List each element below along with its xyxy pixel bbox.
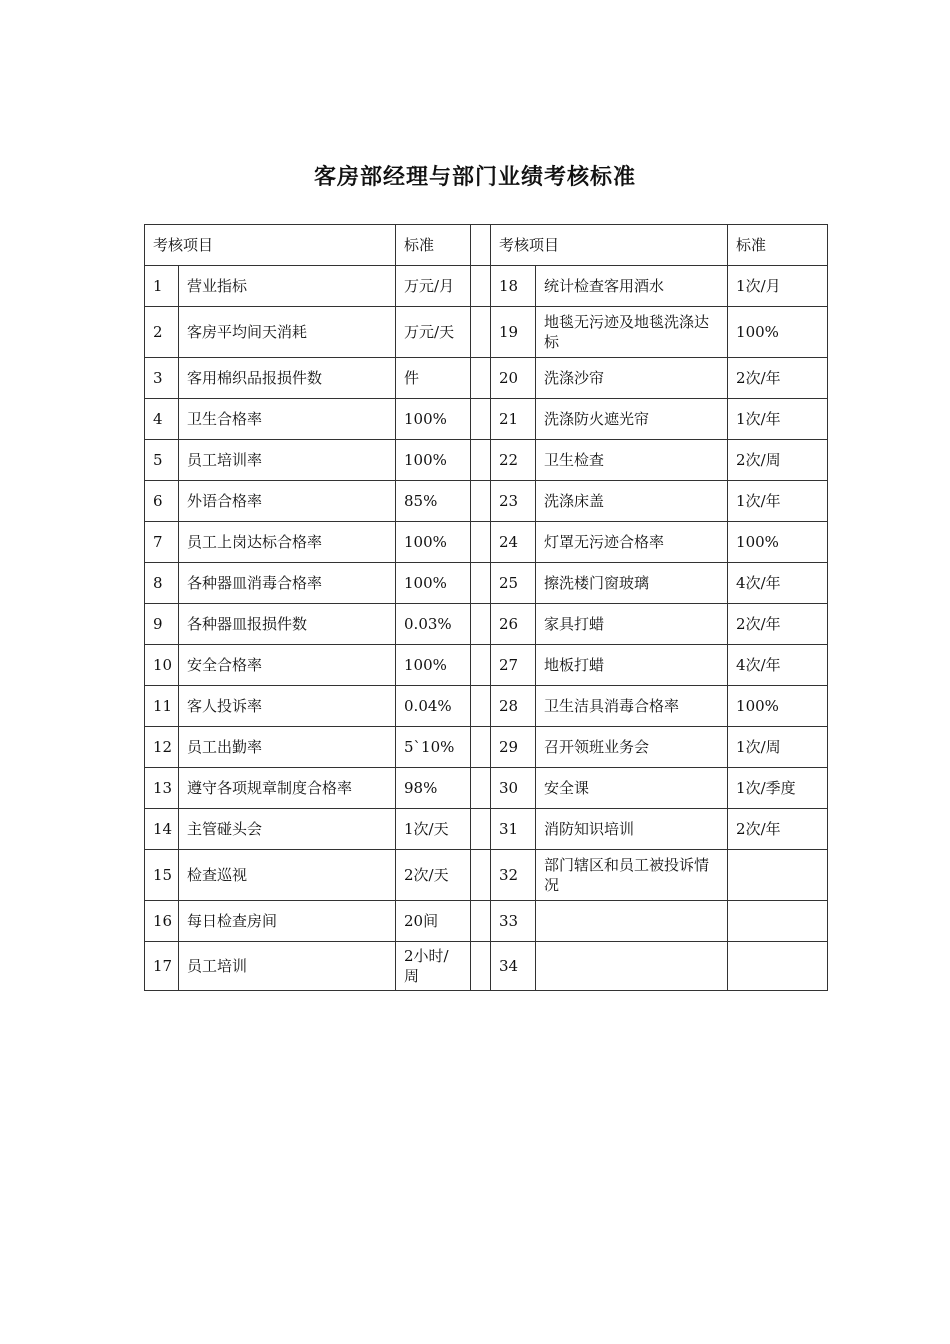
row-number-left: 9 xyxy=(145,604,179,645)
column-gap xyxy=(471,901,491,942)
item-right: 安全课 xyxy=(536,768,728,809)
column-gap xyxy=(471,266,491,307)
table-row xyxy=(145,604,828,645)
standard-left: 2小时/周 xyxy=(396,942,471,991)
row-number-left: 8 xyxy=(145,563,179,604)
row-number-left: 16 xyxy=(145,901,179,942)
item-left: 每日检查房间 xyxy=(179,901,396,942)
header-left-item: 考核项目 xyxy=(145,225,396,266)
header-row xyxy=(145,225,828,266)
column-gap xyxy=(471,686,491,727)
row-number-left: 1 xyxy=(145,266,179,307)
table-row xyxy=(145,901,828,942)
item-right: 灯罩无污迹合格率 xyxy=(536,522,728,563)
column-gap xyxy=(471,604,491,645)
row-number-left: 12 xyxy=(145,727,179,768)
row-number-right: 23 xyxy=(491,481,536,522)
row-number-right: 22 xyxy=(491,440,536,481)
column-gap xyxy=(471,563,491,604)
column-gap xyxy=(471,522,491,563)
table-row xyxy=(145,399,828,440)
item-right: 洗涤沙帘 xyxy=(536,358,728,399)
row-number-right: 18 xyxy=(491,266,536,307)
standard-right xyxy=(728,850,828,901)
row-number-right: 28 xyxy=(491,686,536,727)
item-right: 洗涤防火遮光帘 xyxy=(536,399,728,440)
standard-left: 100% xyxy=(396,399,471,440)
item-left: 员工上岗达标合格率 xyxy=(179,522,396,563)
item-right: 地毯无污迹及地毯洗涤达标 xyxy=(536,307,728,358)
standard-right: 1次/周 xyxy=(728,727,828,768)
standard-right: 4次/年 xyxy=(728,563,828,604)
row-number-left: 11 xyxy=(145,686,179,727)
row-number-left: 5 xyxy=(145,440,179,481)
row-number-right: 26 xyxy=(491,604,536,645)
table-row xyxy=(145,942,828,991)
item-right: 洗涤床盖 xyxy=(536,481,728,522)
column-gap xyxy=(471,358,491,399)
item-right: 部门辖区和员工被投诉情况 xyxy=(536,850,728,901)
item-left: 外语合格率 xyxy=(179,481,396,522)
standard-right: 2次/周 xyxy=(728,440,828,481)
table-row xyxy=(145,768,828,809)
table-row xyxy=(145,358,828,399)
item-right: 统计检查客用酒水 xyxy=(536,266,728,307)
table-row xyxy=(145,307,828,358)
row-number-left: 10 xyxy=(145,645,179,686)
item-right xyxy=(536,901,728,942)
row-number-right: 34 xyxy=(491,942,536,991)
column-gap xyxy=(471,440,491,481)
item-right: 擦洗楼门窗玻璃 xyxy=(536,563,728,604)
row-number-left: 3 xyxy=(145,358,179,399)
standard-right: 100% xyxy=(728,522,828,563)
standard-right: 1次/月 xyxy=(728,266,828,307)
row-number-right: 24 xyxy=(491,522,536,563)
standard-left: 万元/月 xyxy=(396,266,471,307)
standard-right: 2次/年 xyxy=(728,358,828,399)
item-left: 员工出勤率 xyxy=(179,727,396,768)
item-right: 消防知识培训 xyxy=(536,809,728,850)
row-number-right: 31 xyxy=(491,809,536,850)
table-row xyxy=(145,440,828,481)
standard-left: 0.04% xyxy=(396,686,471,727)
item-right: 召开领班业务会 xyxy=(536,727,728,768)
standard-left: 98% xyxy=(396,768,471,809)
column-gap xyxy=(471,768,491,809)
row-number-right: 21 xyxy=(491,399,536,440)
row-number-right: 25 xyxy=(491,563,536,604)
item-left: 营业指标 xyxy=(179,266,396,307)
column-gap xyxy=(471,399,491,440)
header-right-standard: 标准 xyxy=(728,225,828,266)
row-number-left: 14 xyxy=(145,809,179,850)
item-right: 地板打蜡 xyxy=(536,645,728,686)
column-gap xyxy=(471,645,491,686)
standard-right xyxy=(728,901,828,942)
item-right: 卫生检查 xyxy=(536,440,728,481)
standard-left: 85% xyxy=(396,481,471,522)
item-left: 检查巡视 xyxy=(179,850,396,901)
standard-left: 100% xyxy=(396,645,471,686)
standard-right: 2次/年 xyxy=(728,809,828,850)
column-gap xyxy=(471,481,491,522)
table-row xyxy=(145,645,828,686)
item-left: 主管碰头会 xyxy=(179,809,396,850)
table-row xyxy=(145,686,828,727)
column-gap xyxy=(471,225,491,266)
item-right: 家具打蜡 xyxy=(536,604,728,645)
column-gap xyxy=(471,942,491,991)
row-number-right: 27 xyxy=(491,645,536,686)
item-left: 员工培训 xyxy=(179,942,396,991)
page-title: 客房部经理与部门业绩考核标准 xyxy=(313,165,636,190)
standard-right: 1次/年 xyxy=(728,481,828,522)
table-row xyxy=(145,266,828,307)
standard-left: 100% xyxy=(396,563,471,604)
standard-right: 2次/年 xyxy=(728,604,828,645)
standard-left: 100% xyxy=(396,522,471,563)
column-gap xyxy=(471,809,491,850)
assessment-table xyxy=(144,224,828,991)
row-number-left: 2 xyxy=(145,307,179,358)
item-left: 安全合格率 xyxy=(179,645,396,686)
row-number-left: 7 xyxy=(145,522,179,563)
row-number-left: 17 xyxy=(145,942,179,991)
column-gap xyxy=(471,727,491,768)
header-left-standard: 标准 xyxy=(396,225,471,266)
header-right-item: 考核项目 xyxy=(491,225,728,266)
item-left: 卫生合格率 xyxy=(179,399,396,440)
row-number-left: 4 xyxy=(145,399,179,440)
standard-right: 4次/年 xyxy=(728,645,828,686)
row-number-right: 33 xyxy=(491,901,536,942)
item-left: 员工培训率 xyxy=(179,440,396,481)
table-row xyxy=(145,563,828,604)
column-gap xyxy=(471,307,491,358)
standard-left: 5`10% xyxy=(396,727,471,768)
row-number-right: 20 xyxy=(491,358,536,399)
item-left: 客人投诉率 xyxy=(179,686,396,727)
column-gap xyxy=(471,850,491,901)
table-row xyxy=(145,809,828,850)
standard-left: 0.03% xyxy=(396,604,471,645)
standard-left: 1次/天 xyxy=(396,809,471,850)
item-left: 遵守各项规章制度合格率 xyxy=(179,768,396,809)
item-left: 客用棉织品报损件数 xyxy=(179,358,396,399)
item-left: 各种器皿报损件数 xyxy=(179,604,396,645)
row-number-right: 30 xyxy=(491,768,536,809)
standard-left: 件 xyxy=(396,358,471,399)
item-left: 客房平均间天消耗 xyxy=(179,307,396,358)
row-number-right: 19 xyxy=(491,307,536,358)
row-number-right: 32 xyxy=(491,850,536,901)
item-left: 各种器皿消毒合格率 xyxy=(179,563,396,604)
standard-left: 100% xyxy=(396,440,471,481)
row-number-left: 13 xyxy=(145,768,179,809)
item-right xyxy=(536,942,728,991)
standard-right: 100% xyxy=(728,686,828,727)
standard-right: 1次/季度 xyxy=(728,768,828,809)
table-row xyxy=(145,522,828,563)
row-number-left: 15 xyxy=(145,850,179,901)
item-right: 卫生洁具消毒合格率 xyxy=(536,686,728,727)
table-row xyxy=(145,727,828,768)
standard-right xyxy=(728,942,828,991)
table-row xyxy=(145,481,828,522)
standard-left: 万元/天 xyxy=(396,307,471,358)
standard-right: 100% xyxy=(728,307,828,358)
standard-left: 2次/天 xyxy=(396,850,471,901)
table-row xyxy=(145,850,828,901)
row-number-left: 6 xyxy=(145,481,179,522)
row-number-right: 29 xyxy=(491,727,536,768)
standard-right: 1次/年 xyxy=(728,399,828,440)
standard-left: 20间 xyxy=(396,901,471,942)
